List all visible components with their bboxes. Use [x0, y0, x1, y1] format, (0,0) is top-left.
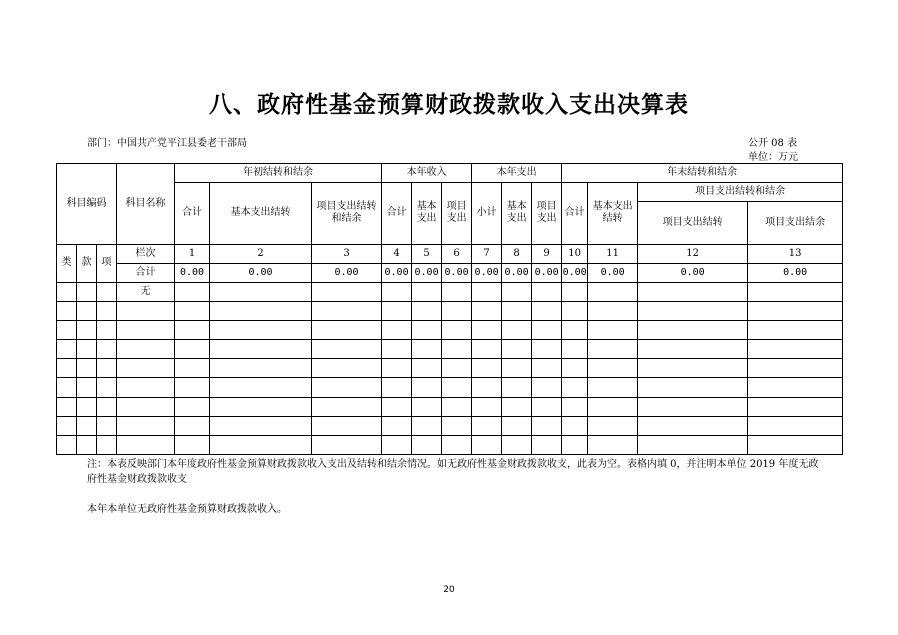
empty-cell: [532, 282, 562, 301]
col-end-total: 合计: [562, 183, 588, 245]
total-value: 0.00: [588, 263, 638, 282]
col-end-project-carry: 项目支出结转: [638, 202, 748, 244]
total-value: 0.00: [472, 263, 502, 282]
empty-row: [57, 397, 843, 416]
total-value: 0.00: [312, 263, 382, 282]
col-begin-total: 合计: [175, 183, 210, 245]
header-end-project-balance: 项目支出结转和结余: [638, 183, 843, 202]
col-number: 1: [175, 244, 210, 263]
col-begin-basic-carry: 基本支出结转: [210, 183, 312, 245]
row-none-label: 无: [117, 282, 175, 301]
col-expense-project: 项目支出: [532, 183, 562, 245]
empty-cell: [382, 282, 412, 301]
department-label: 部门：中国共产党平江县委老干部局: [87, 138, 247, 149]
col-number: 5: [412, 244, 442, 263]
col-number: 3: [312, 244, 382, 263]
unit-label: 单位：万元: [748, 152, 798, 163]
header-subject-name: 科目名称: [117, 164, 175, 245]
empty-cell: [57, 282, 77, 301]
form-number: 公开 08 表: [748, 138, 798, 149]
empty-cell: [588, 282, 638, 301]
col-number: 8: [502, 244, 532, 263]
empty-row: [57, 416, 843, 435]
table-note: 注：本表反映部门本年度政府性基金预算财政拨款收入支出及结转和结余情况。如无政府性基金财政拨款收支，此表为空。表格内填 0，并注明本单位 2019 年度无政府性基金财政拨款收支: [87, 459, 819, 485]
empty-cell: [472, 282, 502, 301]
row-col-number-label: 栏次: [117, 244, 175, 263]
header-begin-balance: 年初结转和结余: [175, 164, 382, 183]
col-income-project: 项目支出: [442, 183, 472, 245]
empty-cell: [502, 282, 532, 301]
header-subject-code: 科目编码: [57, 164, 117, 245]
empty-row: [57, 340, 843, 359]
col-number: 9: [532, 244, 562, 263]
total-value: 0.00: [442, 263, 472, 282]
empty-row: [57, 302, 843, 321]
empty-cell: [748, 282, 843, 301]
empty-cell: [562, 282, 588, 301]
header-item: 项: [97, 244, 117, 282]
col-number: 11: [588, 244, 638, 263]
col-income-total: 合计: [382, 183, 412, 245]
empty-cell: [97, 282, 117, 301]
col-number: 4: [382, 244, 412, 263]
header-expense: 本年支出: [472, 164, 562, 183]
empty-cell: [412, 282, 442, 301]
total-value: 0.00: [748, 263, 843, 282]
header-income: 本年收入: [382, 164, 472, 183]
empty-cell: [312, 282, 382, 301]
empty-cell: [210, 282, 312, 301]
empty-row: [57, 359, 843, 378]
col-number: 12: [638, 244, 748, 263]
col-end-project-balance: 项目支出结余: [748, 202, 843, 244]
total-value: 0.00: [210, 263, 312, 282]
col-number: 10: [562, 244, 588, 263]
col-begin-project-carry-balance: 项目支出结转和结余: [312, 183, 382, 245]
total-value: 0.00: [412, 263, 442, 282]
total-value: 0.00: [175, 263, 210, 282]
col-number: 2: [210, 244, 312, 263]
row-total-label: 合计: [117, 263, 175, 282]
total-value: 0.00: [502, 263, 532, 282]
col-number: 6: [442, 244, 472, 263]
col-expense-basic: 基本支出: [502, 183, 532, 245]
page-title: 八、政府性基金预算财政拨款收入支出决算表: [209, 92, 689, 118]
empty-cell: [442, 282, 472, 301]
total-value: 0.00: [638, 263, 748, 282]
page-number: 20: [443, 585, 455, 595]
empty-row: [57, 378, 843, 397]
empty-cell: [77, 282, 97, 301]
empty-cell: [175, 282, 210, 301]
no-income-statement: 本年本单位无政府性基金预算财政拨款收入。: [87, 504, 287, 515]
header-end-balance: 年末结转和结余: [562, 164, 843, 183]
col-income-basic: 基本支出: [412, 183, 442, 245]
header-section: 款: [77, 244, 97, 282]
total-value: 0.00: [562, 263, 588, 282]
budget-table: [56, 163, 843, 455]
col-number: 13: [748, 244, 843, 263]
col-expense-subtotal: 小计: [472, 183, 502, 245]
total-value: 0.00: [532, 263, 562, 282]
col-number: 7: [472, 244, 502, 263]
empty-cell: [638, 282, 748, 301]
empty-row: [57, 435, 843, 454]
empty-row: [57, 321, 843, 340]
header-class: 类: [57, 244, 77, 282]
total-value: 0.00: [382, 263, 412, 282]
col-end-basic-carry: 基本支出结转: [588, 183, 638, 245]
